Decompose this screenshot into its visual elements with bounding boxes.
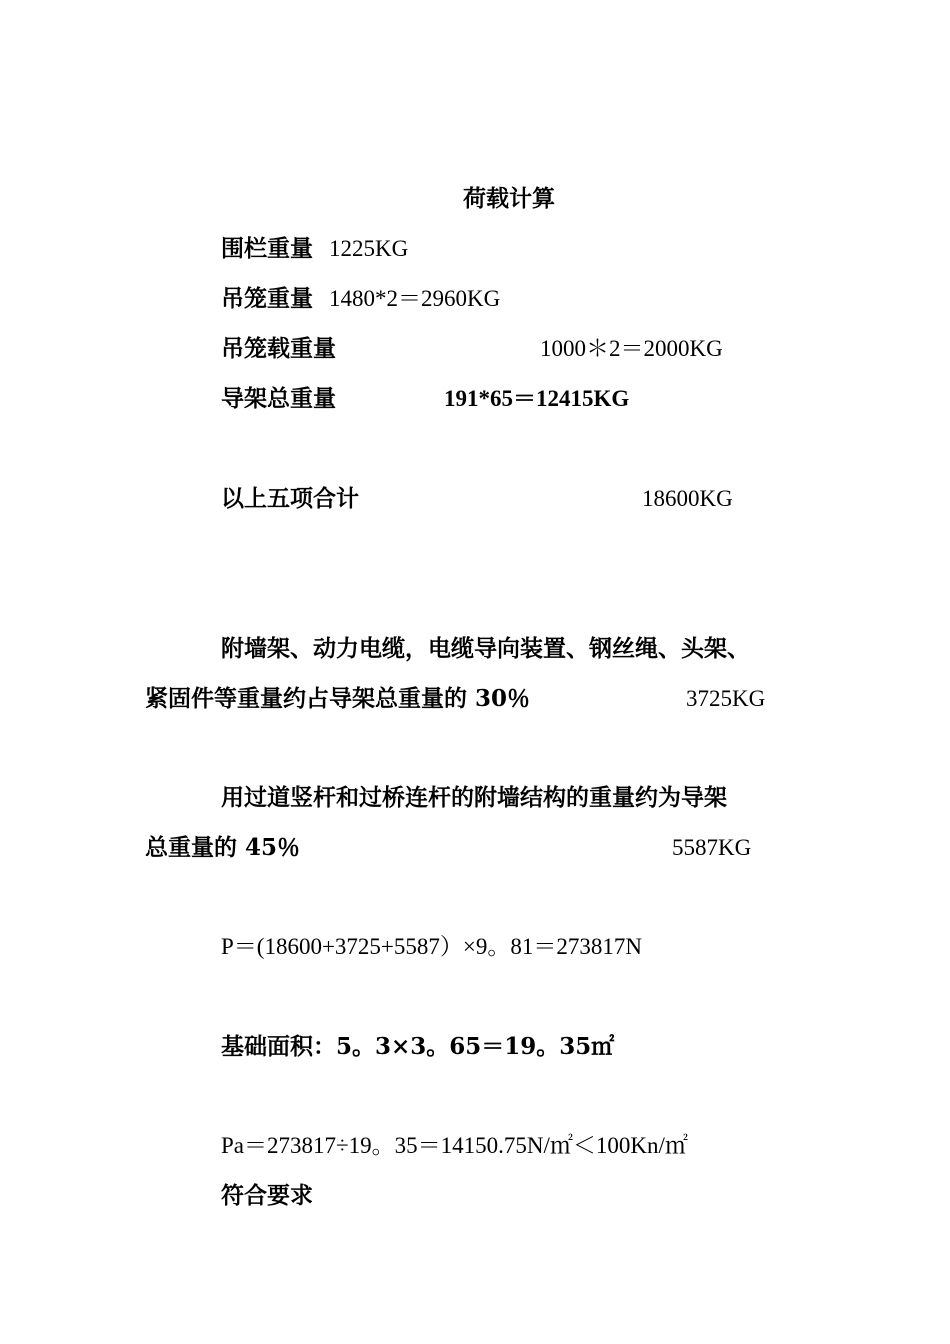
cage-load-value: 1000＊2＝2000KG: [540, 336, 723, 361]
cage-weight-value: 1480*2＝2960KG: [329, 286, 501, 311]
fence-weight-value: 1225KG: [329, 236, 409, 261]
attachments-value: 3725KG: [686, 686, 766, 711]
mast-weight-label: 导架总重量: [221, 385, 336, 412]
mast-weight-value: 191*65＝12415KG: [444, 386, 630, 411]
wall-structure-line-1: 用过道竖杆和过桥连杆的附墙结构的重量约为导架: [221, 784, 727, 811]
foundation-area: 基础面积：5。3×3。65＝19。35㎡: [221, 1033, 615, 1060]
fence-weight-label: 围栏重量: [221, 235, 313, 262]
page-title: 荷载计算: [463, 185, 555, 212]
conclusion: 符合要求: [221, 1182, 313, 1209]
wall-structure-line-2: 总重量的 45％: [145, 834, 301, 861]
attachments-line-1: 附墙架、动力电缆，电缆导向装置、钢丝绳、头架、: [221, 635, 750, 662]
wall-structure-value: 5587KG: [672, 835, 752, 860]
attachments-line-2: 紧固件等重量约占导架总重量的 30％: [145, 685, 531, 712]
cage-load-label: 吊笼载重量: [221, 335, 336, 362]
formula-pa: Pa＝273817÷19。35＝14150.75N/㎡＜100Kn/㎡: [221, 1133, 688, 1158]
cage-weight-label: 吊笼重量: [221, 285, 313, 312]
total-label: 以上五项合计: [221, 485, 359, 512]
formula-p: P＝(18600+3725+5587）×9。81＝273817N: [221, 934, 642, 959]
total-value: 18600KG: [642, 486, 733, 511]
